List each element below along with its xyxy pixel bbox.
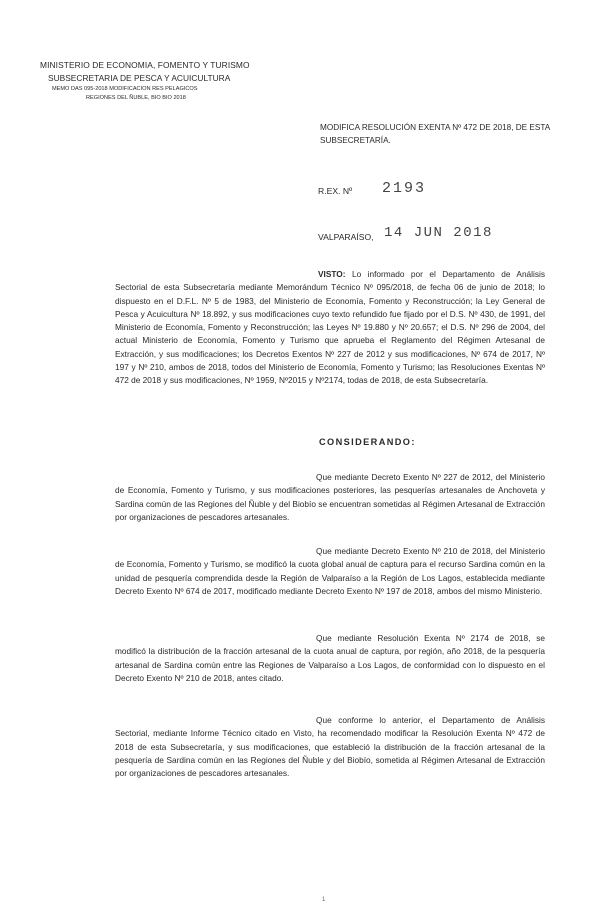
considerando-heading: CONSIDERANDO: [319,437,416,447]
date-stamp: 14 JUN 2018 [384,225,493,241]
resolution-subject: MODIFICA RESOLUCIÓN EXENTA Nº 472 DE 2018, DE ESTA SUBSECRETARÍA. [320,123,550,145]
considerando-paragraph: Que mediante Decreto Exento Nº 227 de 2012, del Ministerio de Economía, Fomento y Turismo, y sus modificaciones posteriores, las pesquerías artesanales de Anchoveta y Sardina común de las Regiones del Ñuble y del Biobío se encuentran sometidas al Régimen Artesanal de Extracción por organizaciones de pescadores artesanales. [115,472,545,522]
subsecretaria-header: SUBSECRETARIA DE PESCA Y ACUICULTURA [48,73,231,83]
considerando-paragraph: Que conforme lo anterior, el Departamento de Análisis Sectorial, mediante Informe Técnico citado en Visto, ha recomendado modificar la Resolución Exenta Nº 472 de 2018 de esta Subsecretaría, y sus modificaciones, que estableció la distribución de la fracción artesanal de la pesquería de Sardina común en las Regiones del Ñuble y del Biobío, sometida al Régimen Artesanal de Extracción por organizaciones de pescadores artesanales. [115,715,545,778]
memo-reference-regions: REGIONES DEL ÑUBLE, BIO BIO 2018 [86,95,186,101]
visto-text: Lo informado por el Departamento de Análisis Sectorial de esta Subsecretaría mediante Memorándum Técnico Nº 095/2018, de fecha 06 de junio de 2018; lo dispuesto en el D.F.L. Nº 5 de 1983, del Ministerio de Economía, Fomento y Reconstrucción; la Ley General de Pesca y Acuicultura Nº 18.892, y sus modificaciones cuyo texto refundido fue fijado por el D.S. Nº 430, de 1991, del Ministerio de Economía, Fomento y Reconstrucción; las Leyes Nº 19.880 y Nº 20.657; el D.S. Nº 296 de 2004, del actual Ministerio de Economía, Fomento y Turismo que aprueba el Reglamento del Régimen Artesanal de Extracción, y sus modificaciones; los Decretos Exentos Nº 227 de 2012 y sus modificaciones, Nº 674 de 2017, Nº 197 y Nº 210, ambos de 2018, todos del Ministerio de Economía, Fomento y Turismo; las Resoluciones Exentas Nº 472 de 2018 y sus modificaciones, Nº 1959, Nº2015 y Nº2174, todas de 2018, de esta Subsecretaría. [115,269,546,385]
visto-paragraph [115,268,545,387]
memo-reference: MEMO DAS 095-2018 MODIFICACION RES PELAGICOS [52,86,198,92]
visto-heading: VISTO: [318,269,346,279]
resolution-number-stamp: 2193 [382,180,427,197]
considerando-paragraph: Que mediante Resolución Exenta Nº 2174 de 2018, se modificó la distribución de la fracción artesanal de la cuota anual de captura, por región, año 2018, de la pesquería artesanal de Sardina común entre las Regiones de Valparaíso a Los Lagos, de conformidad con lo dispuesto en el Decreto Exento Nº 210 de 2018, antes citado. [115,633,545,683]
resolution-label: R.EX. Nº [318,186,353,196]
place-label: VALPARAÍSO, [318,232,374,242]
ministry-header: MINISTERIO DE ECONOMIA, FOMENTO Y TURISMO [40,60,250,70]
considerando-paragraph: Que mediante Decreto Exento Nº 210 de 2018, del Ministerio de Economía, Fomento y Turismo, se modificó la cuota global anual de captura para el recurso Sardina común en la unidad de pesquería comprendida desde la Región de Valparaíso a la Región de Los Lagos, establecida mediante Decreto Exento Nº 674 de 2017, modificado mediante Decreto Exento Nº 197 de 2018, ambos del mismo Ministerio. [115,546,545,596]
page-number: 1 [322,897,326,903]
